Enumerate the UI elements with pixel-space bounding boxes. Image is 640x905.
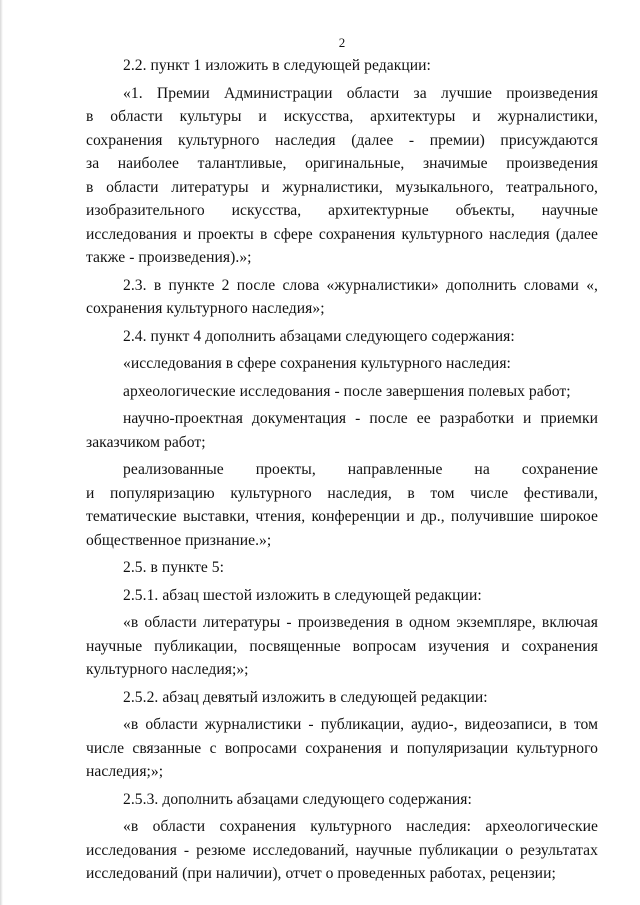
text-line: и популяризацию культурного наследия, в том числе фестивали,	[86, 484, 598, 502]
text-line: 2.2. пункт 1 изложить в следующей редакции:	[123, 57, 431, 74]
text-line: исследований (при наличии), отчет о проведенных работах, рецензии;	[86, 865, 556, 882]
document-page	[86, 36, 598, 886]
text-line: «в области сохранения культурного наследия: археологические	[123, 818, 598, 835]
text-line: 2.5.1. абзац шестой изложить в следующей редакции:	[123, 586, 482, 604]
text-line: сохранения культурного наследия (далее - премии) присуждаются	[86, 131, 598, 149]
text-line: 2.3. в пункте 2 после слова «журналистики» дополнить словами «,	[123, 276, 598, 294]
paragraph	[86, 815, 598, 886]
text-line: в области литературы и журналистики, музыкального, театрального,	[86, 178, 598, 196]
text-line: тематические выставки, чтения, конференции и др., получившие широкое	[86, 508, 598, 525]
text-line: изобразительного искусства, архитектурные объекты, научные	[86, 202, 598, 219]
text-line: также - произведения).»;	[86, 249, 252, 266]
text-line: 2.5.3. дополнить абзацами следующего содержания:	[123, 790, 472, 808]
paragraph	[86, 380, 598, 404]
paragraph	[86, 788, 598, 812]
text-line: реализованные проекты, направленные на сохранение	[123, 461, 598, 478]
text-line: в области культуры и искусства, архитектуры и журналистики,	[86, 108, 598, 125]
text-line: наследия;»;	[86, 763, 164, 780]
text-line: научные публикации, посвященные вопросам изучения и сохранения	[86, 637, 598, 655]
text-line: общественное признание.»;	[86, 531, 272, 549]
document-body	[86, 54, 598, 886]
text-line: числе связанные с вопросами сохранения и популяризации культурного	[86, 739, 598, 757]
text-line: сохранения культурного наследия»;	[86, 300, 325, 317]
text-line: исследования - резюме исследований, научные публикации о результатах	[86, 841, 598, 859]
paragraph	[86, 686, 598, 710]
paragraph	[86, 458, 598, 552]
paragraph	[86, 584, 598, 608]
paragraph	[86, 556, 598, 580]
paragraph	[86, 407, 598, 454]
text-line: заказчиком работ;	[86, 433, 206, 451]
text-line: исследования и проекты в сфере сохранения культурного наследия (далее	[86, 225, 598, 243]
text-line: «в области журналистики - публикации, аудио-, видеозаписи, в том	[123, 716, 598, 733]
text-line: «в области литературы - произведения в одном экземпляре, включая	[123, 614, 598, 631]
page-number: 2	[338, 35, 346, 50]
text-line: археологические исследования - после завершения полевых работ;	[123, 382, 571, 400]
paragraph	[86, 611, 598, 682]
text-line: научно-проектная документация - после ее разработки и приемки	[123, 410, 598, 427]
text-line: «1. Премии Администрации области за лучшие произведения	[123, 84, 598, 102]
text-line: «исследования в сфере сохранения культурного наследия:	[123, 355, 511, 372]
paragraph	[86, 274, 598, 321]
text-line: 2.5. в пункте 5:	[123, 559, 224, 576]
paragraph	[86, 82, 598, 270]
text-line: культурного наследия;»;	[86, 661, 249, 678]
text-line: за наиболее талантливые, оригинальные, значимые произведения	[86, 155, 598, 172]
paragraph	[86, 54, 598, 78]
text-line: 2.4. пункт 4 дополнить абзацами следующего содержания:	[123, 327, 515, 345]
paragraph	[86, 713, 598, 784]
paragraph	[86, 352, 598, 376]
scan-edge-shadow	[0, 0, 3, 905]
text-line: 2.5.2. абзац девятый изложить в следующей редакции:	[123, 688, 488, 706]
paragraph	[86, 325, 598, 349]
